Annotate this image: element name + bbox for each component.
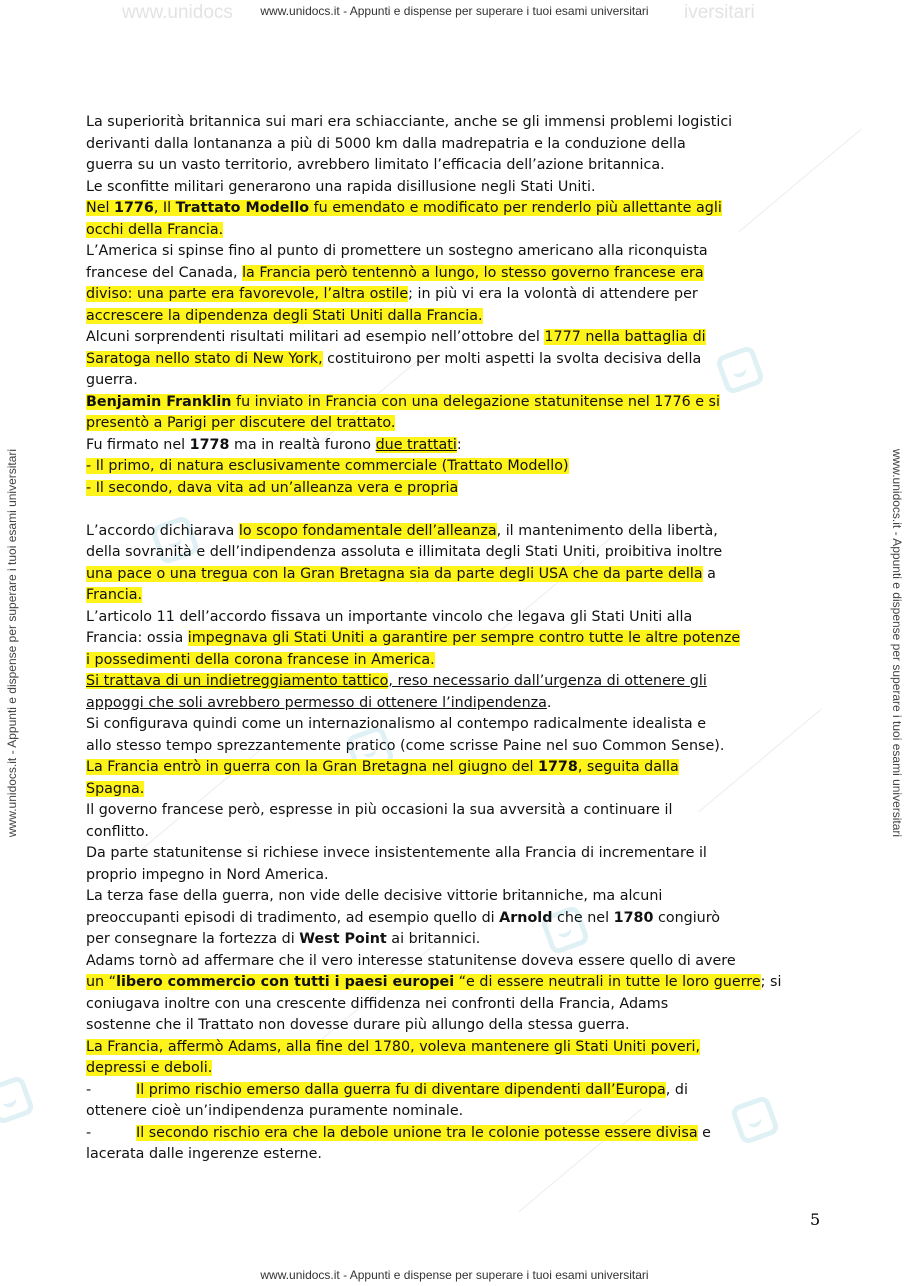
- text-run: 1780: [613, 909, 654, 926]
- header-watermark: www.unidocs.it - Appunti e dispense per superare i tuoi esami universitari: [260, 4, 649, 18]
- text-run: derivanti dalla lontananza a più di 5000 km dalla madrepatria e la conduzione della: [86, 135, 686, 152]
- highlighted-text: Francia.: [86, 587, 143, 603]
- highlighted-text: una pace o una tregua con la Gran Bretagna sia da parte degli USA che da parte della: [86, 565, 703, 582]
- highlighted-text: Il primo rischio emerso dalla guerra fu di diventare dipendenti dall’Europa: [136, 1081, 666, 1098]
- text-line: [86, 843, 821, 865]
- list-dash: -: [86, 1081, 92, 1098]
- text-line: [86, 929, 821, 951]
- text-line: [86, 134, 821, 156]
- highlighted-text: la Francia però tentennò a lungo, lo stesso governo francese era: [242, 264, 704, 281]
- text-line: [86, 370, 821, 392]
- text-line: [86, 542, 821, 564]
- text-run: coniugava inoltre con una crescente diffidenza nei confronti della Francia, Adams: [86, 995, 669, 1012]
- text-run: .: [546, 694, 552, 711]
- text-line: [86, 177, 821, 199]
- text-run: per consegnare la fortezza di: [86, 931, 300, 947]
- list-dash: -: [86, 1124, 92, 1141]
- text-line: [86, 413, 821, 435]
- highlighted-text: - Il primo, di natura esclusivamente commerciale (Trattato Modello): [86, 458, 569, 474]
- text-line: [86, 865, 821, 887]
- text-run: La terza fase della guerra, non vide delle decisive vittorie britanniche, ma alcuni: [86, 888, 663, 904]
- text-line: [86, 779, 821, 801]
- text-run: L’accordo dichiarava: [86, 522, 239, 539]
- text-run: della sovranità e dell’indipendenza assoluta e illimitata degli Stati Uniti, proibitiva inoltre: [86, 544, 723, 560]
- text-run: L’America si spinse fino al punto di promettere un sostegno americano alla riconquista: [86, 243, 708, 259]
- text-run: Arnold: [499, 909, 553, 926]
- text-line: [86, 564, 821, 586]
- text-line: [86, 349, 821, 371]
- watermark-logo-icon: [0, 1074, 36, 1125]
- text-line: [86, 908, 821, 930]
- text-line: [86, 585, 821, 607]
- text-line: [86, 972, 821, 994]
- text-line: [86, 456, 821, 478]
- ghost-watermark-right: iversitari: [684, 2, 755, 23]
- text-line: [86, 521, 821, 543]
- text-line: [86, 435, 821, 457]
- text-line: [86, 392, 821, 414]
- text-run: Francia: ossia: [86, 630, 188, 646]
- highlighted-text: impegnava gli Stati Uniti a garantire per sempre contro tutte le altre potenze: [187, 630, 741, 646]
- text-run: a: [702, 565, 716, 582]
- text-run: West Point: [299, 931, 387, 947]
- highlighted-text: La Francia entrò in guerra con la Gran Bretagna nel giugno del 1778, seguita dalla: [86, 759, 679, 775]
- text-run: allo stesso tempo sprezzantemente pratico (come scrisse Paine nel suo Common Sense).: [86, 737, 725, 754]
- text-run: Fu firmato nel: [86, 436, 190, 453]
- text-line: [86, 693, 821, 715]
- text-line: [86, 1058, 821, 1080]
- underlined-text: , reso necessario dall’urgenza di ottenere gli: [388, 673, 707, 689]
- text-line: [86, 994, 821, 1016]
- text-run: Adams tornò ad affermare che il vero interesse statunitense doveva essere quello di avere: [86, 952, 736, 969]
- text-run: ottenere cioè un’indipendenza puramente nominale.: [86, 1103, 464, 1119]
- text-line: [86, 478, 821, 500]
- highlighted-text: Nel 1776, Il Trattato Modello fu emendato e modificato per renderlo più allettante agli: [86, 200, 722, 216]
- highlighted-text: i possedimenti della corona francese in America.: [86, 651, 435, 668]
- text-line: [86, 822, 821, 844]
- document-body: [86, 112, 821, 1166]
- text-run: sostenne che il Trattato non dovesse durare più allungo della stessa guerra.: [86, 1017, 630, 1033]
- text-line: [86, 607, 821, 629]
- text-line: [86, 736, 821, 758]
- text-line: [86, 263, 821, 285]
- text-run: :: [456, 436, 462, 453]
- highlighted-text: Benjamin Franklin fu inviato in Francia con una delegazione statunitense nel 1776 e si: [86, 393, 720, 410]
- text-line: [86, 1015, 821, 1037]
- highlighted-text: due trattati: [375, 436, 457, 453]
- highlighted-text: Il secondo rischio era che la debole unione tra le colonie potesse essere divisa: [136, 1124, 698, 1141]
- highlighted-text: diviso: una parte era favorevole, l’altra ostile: [86, 286, 409, 302]
- text-run: conflitto.: [86, 823, 149, 840]
- text-run: Da parte statunitense si richiese invece insistentemente alla Francia di incrementare il: [86, 845, 707, 861]
- text-run: guerra.: [86, 372, 138, 388]
- highlighted-text: Saratoga nello stato di New York,: [86, 350, 323, 367]
- text-line: [86, 650, 821, 672]
- text-run: , il mantenimento della libertà,: [496, 522, 718, 539]
- highlighted-text: occhi della Francia.: [86, 221, 224, 238]
- text-run: ; si: [760, 974, 782, 990]
- text-line: [86, 220, 821, 242]
- text-run: ma in realtà furono: [229, 436, 376, 453]
- text-line: [86, 327, 821, 349]
- footer-watermark: www.unidocs.it - Appunti e dispense per superare i tuoi esami universitari: [260, 1268, 649, 1282]
- text-run: L’articolo 11 dell’accordo fissava un importante vincolo che legava gli Stati Uniti alla: [86, 608, 693, 625]
- text-run: 1778: [189, 436, 230, 453]
- text-run: ai britannici.: [386, 931, 481, 947]
- highlighted-text: Spagna.: [86, 780, 145, 797]
- text-run: Le sconfitte militari generarono una rapida disillusione negli Stati Uniti.: [86, 178, 596, 195]
- text-run: congiurò: [653, 909, 721, 926]
- highlighted-text: La Francia, affermò Adams, alla fine del 1780, voleva mantenere gli Stati Uniti poveri,: [86, 1038, 701, 1055]
- text-run: che nel: [552, 909, 614, 926]
- text-run: costituirono per molti aspetti la svolta decisiva della: [322, 350, 702, 367]
- highlighted-text: accrescere la dipendenza degli Stati Uniti dalla Francia.: [86, 307, 483, 324]
- text-line: [86, 714, 821, 736]
- text-run: Si configurava quindi come un internazionalismo al contempo radicalmente idealista e: [86, 716, 707, 732]
- text-run: ; in più vi era la volontà di attendere per: [408, 286, 698, 302]
- highlighted-text: 1777 nella battaglia di: [544, 329, 706, 345]
- highlighted-text: Si trattava di un indietreggiamento tattico: [86, 673, 389, 689]
- text-line: [86, 1144, 821, 1166]
- text-run: proprio impegno in Nord America.: [86, 866, 329, 883]
- page-number: 5: [810, 1210, 821, 1229]
- text-line: [86, 1037, 821, 1059]
- highlighted-text: lo scopo fondamentale dell’alleanza: [238, 522, 497, 539]
- text-line: [86, 671, 821, 693]
- highlighted-text: depressi e deboli.: [86, 1060, 213, 1076]
- text-run: lacerata dalle ingerenze esterne.: [86, 1146, 322, 1162]
- text-run: , di: [665, 1081, 688, 1098]
- highlighted-text: - Il secondo, dava vita ad un’alleanza vera e propria: [86, 479, 459, 496]
- text-run: e: [697, 1124, 711, 1141]
- text-run: Il governo francese però, espresse in più occasioni la sua avversità a continuare il: [86, 802, 673, 818]
- ghost-watermark-left: www.unidocs: [122, 2, 233, 23]
- text-run: preoccupanti episodi di tradimento, ad esempio quello di: [86, 909, 500, 926]
- text-line: [86, 284, 821, 306]
- text-line: [86, 198, 821, 220]
- text-line: [86, 757, 821, 779]
- text-line: [86, 241, 821, 263]
- text-line: [86, 951, 821, 973]
- text-line: [86, 628, 821, 650]
- text-run: Alcuni sorprendenti risultati militari ad esempio nell’ottobre del: [86, 329, 545, 345]
- text-run: francese del Canada,: [86, 264, 243, 281]
- text-line: [86, 306, 821, 328]
- text-run: guerra su un vasto territorio, avrebbero limitato l’efficacia dell’azione britannica.: [86, 157, 665, 173]
- text-line: [86, 155, 821, 177]
- side-watermark-right: www.unidocs.it - Appunti e dispense per superare i tuoi esami universitari: [890, 448, 904, 838]
- text-line: [86, 112, 821, 134]
- highlighted-text: un “libero commercio con tutti i paesi europei “e di essere neutrali in tutte le loro guerre: [86, 974, 761, 990]
- text-line: [86, 1101, 821, 1123]
- text-line: [86, 1123, 821, 1145]
- highlighted-text: presentò a Parigi per discutere del trattato.: [86, 415, 396, 431]
- text-line: [86, 1080, 821, 1102]
- text-line: [86, 886, 821, 908]
- underlined-text: appoggi che soli avrebbero permesso di ottenere l’indipendenza: [86, 694, 547, 711]
- text-run: La superiorità britannica sui mari era schiacciante, anche se gli immensi problemi logistici: [86, 114, 733, 130]
- text-line: [86, 800, 821, 822]
- side-watermark-left: www.unidocs.it - Appunti e dispense per superare i tuoi esami universitari: [5, 448, 19, 838]
